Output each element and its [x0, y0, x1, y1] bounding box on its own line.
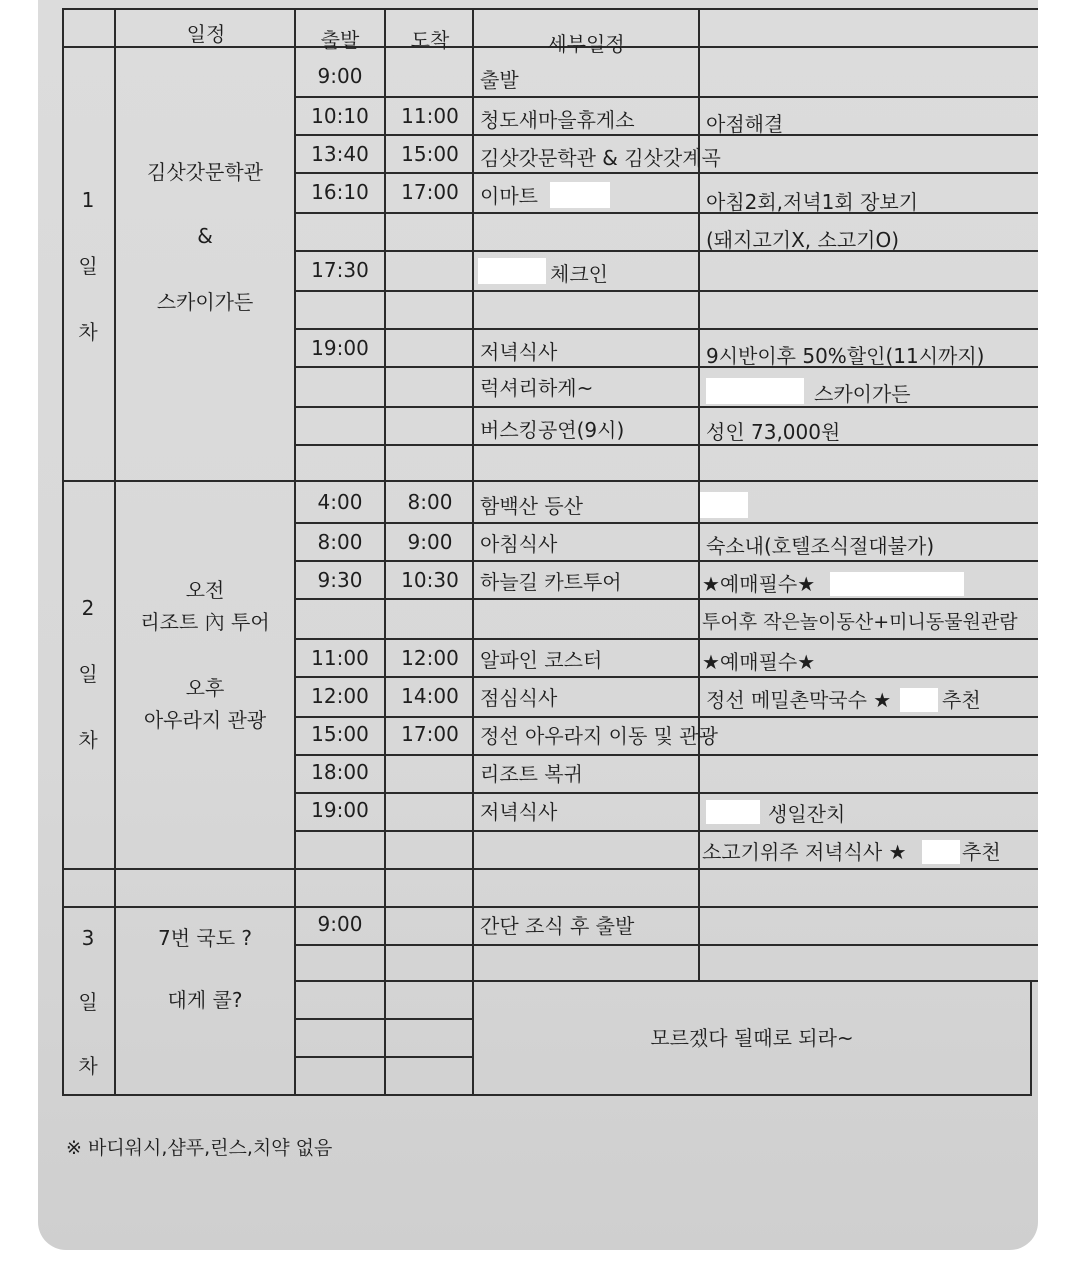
d2r6-note: 정선 메밀촌막국수 ★ — [706, 688, 892, 712]
d2r1-depart: 4:00 — [317, 490, 363, 514]
day2-location-4: 아우라지 관광 — [143, 708, 267, 732]
row-line — [294, 676, 1038, 678]
row-line — [294, 1018, 472, 1020]
day3-label-il: 일 — [78, 990, 98, 1014]
day1-label-cha: 차 — [78, 320, 98, 344]
d2r1-arrive: 8:00 — [407, 490, 453, 514]
row-line — [294, 134, 1038, 136]
d1r2-arrive: 11:00 — [401, 104, 459, 128]
row-line — [294, 980, 1038, 982]
d2r3-depart: 9:30 — [317, 568, 363, 592]
col-line — [114, 8, 116, 1096]
header-schedule: 일정 — [186, 22, 226, 46]
d2r8-detail: 리조트 복귀 — [480, 762, 583, 786]
d1r4-detail: 이마트 — [480, 184, 538, 208]
d1r1-depart: 9:00 — [317, 64, 363, 88]
d3r1-depart: 9:00 — [317, 912, 363, 936]
d2r7-arrive: 17:00 — [401, 722, 459, 746]
day2-location-3: 오후 — [185, 676, 225, 700]
d1r7-detail: 저녁식사 — [480, 340, 558, 364]
col-line — [384, 8, 386, 1096]
day3-big-note: 모르겠다 될때로 되라~ — [650, 1026, 854, 1050]
d1r2-depart: 10:10 — [311, 104, 369, 128]
d1r3-depart: 13:40 — [311, 142, 369, 166]
d1r9-detail: 버스킹공연(9시) — [480, 418, 625, 442]
row-line — [294, 444, 1038, 446]
d2r2-detail: 아침식사 — [480, 532, 558, 556]
d1r3-arrive: 15:00 — [401, 142, 459, 166]
d2r7-detail: 정선 아우라지 이동 및 관광 — [480, 724, 718, 748]
d2r9-detail: 저녁식사 — [480, 800, 558, 824]
redaction-block — [706, 800, 760, 824]
redaction-block — [922, 840, 960, 864]
day1-location-1: 김삿갓문학관 — [147, 160, 263, 184]
col-line — [294, 8, 296, 1096]
d2r5-detail: 알파인 코스터 — [480, 648, 603, 672]
d2r5-arrive: 12:00 — [401, 646, 459, 670]
d1r6-depart: 17:30 — [311, 258, 369, 282]
d2r6-arrive: 14:00 — [401, 684, 459, 708]
d2r6-detail: 점심식사 — [480, 686, 558, 710]
day3-location-2: 대게 콜? — [167, 988, 243, 1012]
row-line — [294, 290, 1038, 292]
d1r3-detail: 김삿갓문학관 & 김삿갓계곡 — [480, 146, 721, 170]
d2r10-note-tail: 추천 — [962, 840, 1001, 864]
d2r9-note: 생일잔치 — [768, 802, 846, 826]
d1r4-arrive: 17:00 — [401, 180, 459, 204]
redaction-block — [830, 572, 964, 596]
d2r2-arrive: 9:00 — [407, 530, 453, 554]
d1r8-note: 스카이가든 — [814, 382, 911, 406]
d2r5-note: ★예매필수★ — [702, 650, 816, 674]
d2r2-note: 숙소내(호텔조식절대불가) — [706, 534, 935, 558]
d1r8-detail: 럭셔리하게~ — [480, 376, 594, 400]
d2r10-note: 소고기위주 저녁식사 ★ — [702, 840, 907, 864]
d1r2-note: 아점해결 — [706, 112, 784, 136]
d1r1-detail: 출발 — [480, 68, 519, 92]
d1r6-detail: 체크인 — [550, 262, 608, 286]
row-line — [294, 754, 1038, 756]
redaction-block — [550, 182, 610, 208]
day2-location-1: 오전 — [185, 578, 225, 602]
redaction-block — [700, 492, 748, 518]
day3-label-cha: 차 — [78, 1054, 98, 1078]
day2-label-il: 일 — [78, 662, 98, 686]
d1r5-note: (돼지고기X, 소고기O) — [706, 228, 900, 252]
row-line — [294, 172, 1038, 174]
d3r1-detail: 간단 조식 후 출발 — [480, 914, 635, 938]
row-line — [294, 560, 1038, 562]
day2-label-cha: 차 — [78, 728, 98, 752]
row-line — [294, 944, 1038, 946]
redaction-block — [900, 688, 938, 712]
header-depart: 출발 — [320, 28, 360, 52]
row-line — [294, 1056, 472, 1058]
table-top-border — [62, 8, 1038, 10]
d1r7-note: 9시반이후 50%할인(11시까지) — [706, 344, 985, 368]
d1r9-note: 성인 73,000원 — [706, 420, 841, 444]
row-line — [294, 250, 1038, 252]
d2r6-depart: 12:00 — [311, 684, 369, 708]
d2r3-detail: 하늘길 카트투어 — [480, 570, 622, 594]
d2r6-note-tail: 추천 — [942, 688, 981, 712]
table-bottom-border — [62, 1094, 1032, 1096]
d2r5-depart: 11:00 — [311, 646, 369, 670]
d2r3-note: ★예매필수★ — [702, 572, 816, 596]
row-line — [294, 406, 1038, 408]
day3-location-1: 7번 국도 ? — [157, 926, 253, 950]
d2r4-note: 투어후 작은놀이동산+미니동물원관람 — [702, 611, 1018, 633]
day3-label-num: 3 — [81, 926, 95, 950]
d2r3-arrive: 10:30 — [401, 568, 459, 592]
redaction-block — [478, 258, 546, 284]
day1-label-num: 1 — [81, 188, 95, 212]
d2r2-depart: 8:00 — [317, 530, 363, 554]
d2r7-depart: 15:00 — [311, 722, 369, 746]
d1r4-note: 아침2회,저녁1회 장보기 — [706, 190, 919, 214]
row-line — [294, 522, 1038, 524]
day1-label-il: 일 — [78, 254, 98, 278]
footer-note: ※ 바디워시,샴푸,린스,치약 없음 — [66, 1137, 333, 1159]
d2r8-depart: 18:00 — [311, 760, 369, 784]
table-left-border — [62, 8, 64, 1096]
header-detail: 세부일정 — [547, 32, 625, 56]
row-line — [294, 638, 1038, 640]
redaction-block — [706, 378, 804, 404]
day1-bottom-border — [62, 480, 1038, 482]
day2-location-2: 리조트 內 투어 — [140, 610, 270, 634]
row-line — [294, 212, 1038, 214]
d2r9-depart: 19:00 — [311, 798, 369, 822]
row-line — [294, 598, 1038, 600]
d1r7-depart: 19:00 — [311, 336, 369, 360]
header-arrive: 도착 — [410, 28, 450, 52]
row-line — [294, 716, 1038, 718]
day2-bottom-border — [62, 868, 1038, 870]
table-right-border — [1030, 980, 1032, 1096]
row-line — [294, 830, 1038, 832]
row-line — [294, 328, 1038, 330]
day1-location-3: 스카이가든 — [156, 290, 254, 314]
row-line — [294, 96, 1038, 98]
d1r4-depart: 16:10 — [311, 180, 369, 204]
d1r2-detail: 청도새마을휴게소 — [480, 108, 635, 132]
spacer-bottom-border — [62, 906, 1038, 908]
day2-label-num: 2 — [81, 596, 95, 620]
d2r1-detail: 함백산 등산 — [480, 494, 583, 518]
row-line — [294, 792, 1038, 794]
col-line — [472, 8, 474, 1096]
day1-location-2: & — [197, 224, 213, 248]
